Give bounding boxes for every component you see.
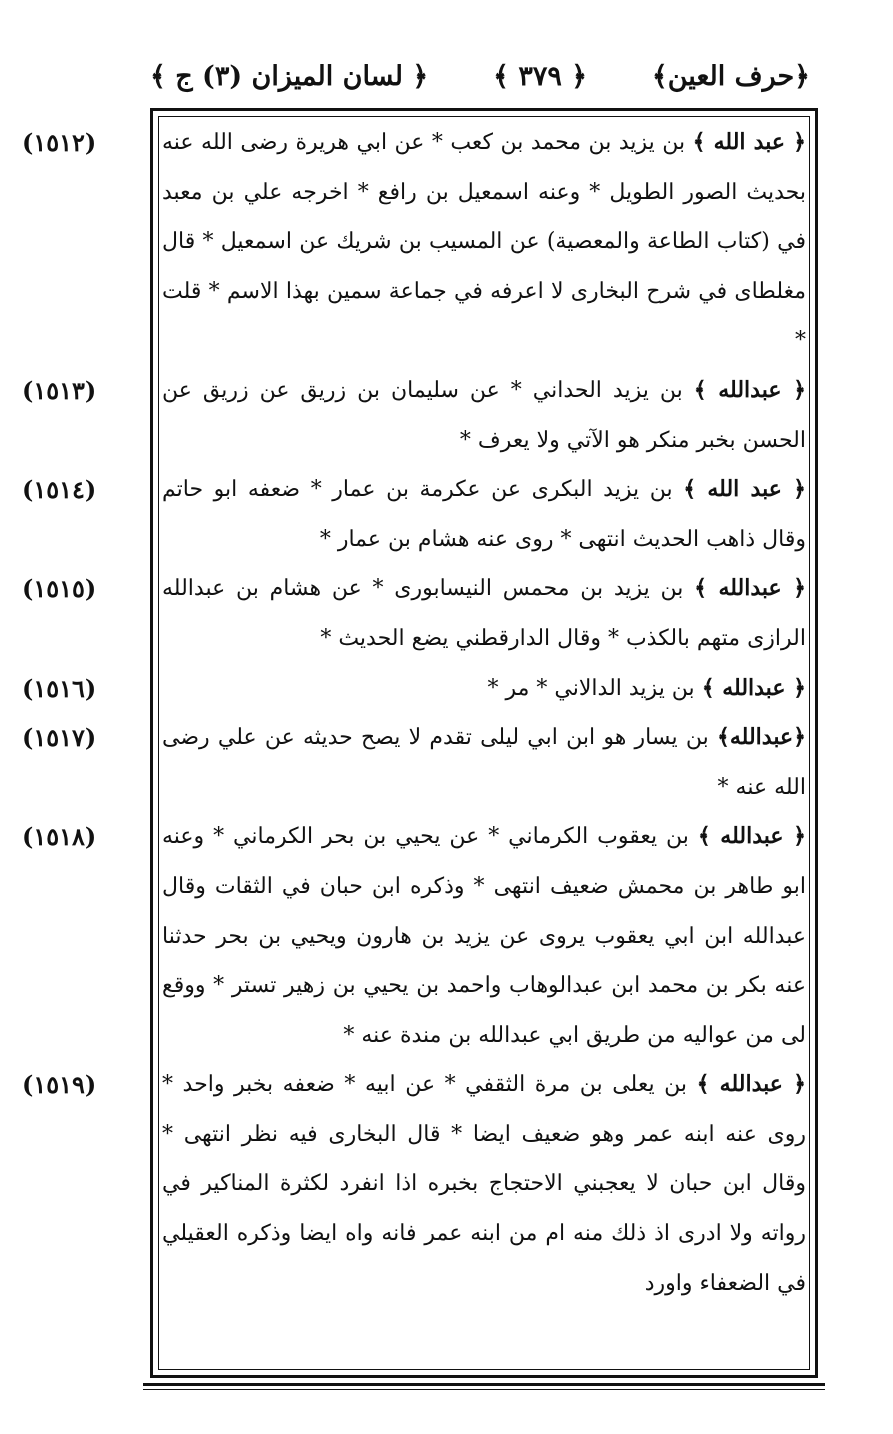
entry-1512: [22, 118, 806, 366]
entry-number: (١٥١٩): [22, 1070, 97, 1100]
bottom-rule: [143, 1383, 825, 1386]
entry-number: (١٥١٥): [22, 574, 97, 604]
entry-name: ﴿ عبدالله ﴾: [693, 376, 807, 403]
bottom-rule-thin: [143, 1389, 825, 1390]
entry-name: ﴿ عبدالله ﴾: [696, 1071, 806, 1098]
entry-number: (١٥١٨): [22, 822, 97, 852]
entry-1517: [22, 713, 806, 812]
entry-text: بن يزيد البكرى عن عكرمة بن عمار * ضعفه ابو حاتم وقال ذاهب الحديث انتهى * روى عنه هشام بن عمار *: [162, 477, 806, 552]
entry-text: بن يعلى بن مرة الثقفي * عن ابيه * ضعفه بخبر واحد * روى عنه ابنه عمر وهو ضعيف ايضا * قال البخارى فيه نظر انتهى * وقال ابن حبان لا يعجبني الاحتجاج بخبره اذا انفرد لكثرة المناكير في رواته ولا ادرى اذ ذلك منه ام من ابنه عمر فانه واه ايضا وذكره العقيلي في الضعفاء واورد: [162, 1072, 806, 1296]
page-number: ﴿ ٣٧٩ ﴾: [493, 60, 588, 92]
entry-1515: [22, 564, 806, 663]
entry-number: (١٥١٢): [22, 128, 97, 157]
entry-number: (١٥١٧): [22, 723, 97, 753]
entry-name: ﴿ عبدالله ﴾: [701, 674, 806, 701]
entry-1513: [22, 366, 807, 465]
entry-text: بن يزيد بن محمس النيسابورى * عن هشام بن عبدالله الرازى متهم بالكذب * وقال الدارقطني يضع الحديث *: [162, 576, 806, 651]
entry-1519: [22, 1060, 806, 1308]
entry-1516: [22, 664, 806, 714]
header-book-title: ﴿ لسان الميزان (٣) ج ﴾: [150, 60, 429, 92]
entry-text: بن يسار هو ابن ابي ليلى تقدم لا يصح حديثه عن علي رضى الله عنه *: [162, 725, 806, 800]
entry-name: ﴿ عبد الله ﴾: [692, 129, 806, 155]
entry-1518: [22, 812, 807, 1060]
entry-text: بن يزيد بن محمد بن كعب * عن ابي هريرة رضى الله عنه بحديث الصور الطويل * وعنه اسمعيل بن رافع * اخرجه علي بن معبد في (كتاب الطاعة والمعصية) عن المسيب بن شريك عن اسمعيل * قال مغلطاى في شرح البخارى لا اعرفه في جماعة سمين بهذا الاسم * قلت *: [162, 130, 806, 354]
main-text: [22, 118, 807, 1308]
header-chapter: ﴿حرف العين﴾: [651, 60, 810, 92]
entry-number: (١٥١٤): [22, 475, 97, 505]
entry-number: (١٥١٦): [22, 673, 97, 703]
entry-name: ﴿ عبد الله ﴾: [683, 476, 806, 503]
entry-text: بن يزيد الحداني * عن سليمان بن زريق عن زريق عن الحسن بخبر منكر هو الآتي ولا يعرف *: [162, 377, 806, 453]
entry-number: (١٥١٣): [22, 375, 97, 405]
entry-name: ﴿عبدالله﴾: [717, 724, 806, 751]
entry-1514: [22, 465, 806, 564]
entry-text: بن يزيد الدالاني * مر *: [487, 675, 695, 701]
entry-name: ﴿ عبدالله ﴾: [694, 575, 806, 602]
entry-text: بن يعقوب الكرماني * عن يحيي بن بحر الكرماني * وعنه ابو طاهر بن محمش ضعيف انتهى * وذكره ابن حبان في الثقات وقال عبدالله ابن ابي يعقوب يروى عن يزيد بن هارون ويحيي بن بحر حدثنا عنه بكر بن محمد ابن عبدالوهاب واحمد بن يحيي بن زهير تستر * ووقع لى من عواليه من طريق ابي عبدالله بن مندة عنه *: [162, 824, 806, 1048]
running-header: [150, 52, 810, 100]
entry-name: ﴿ عبدالله ﴾: [697, 823, 807, 850]
